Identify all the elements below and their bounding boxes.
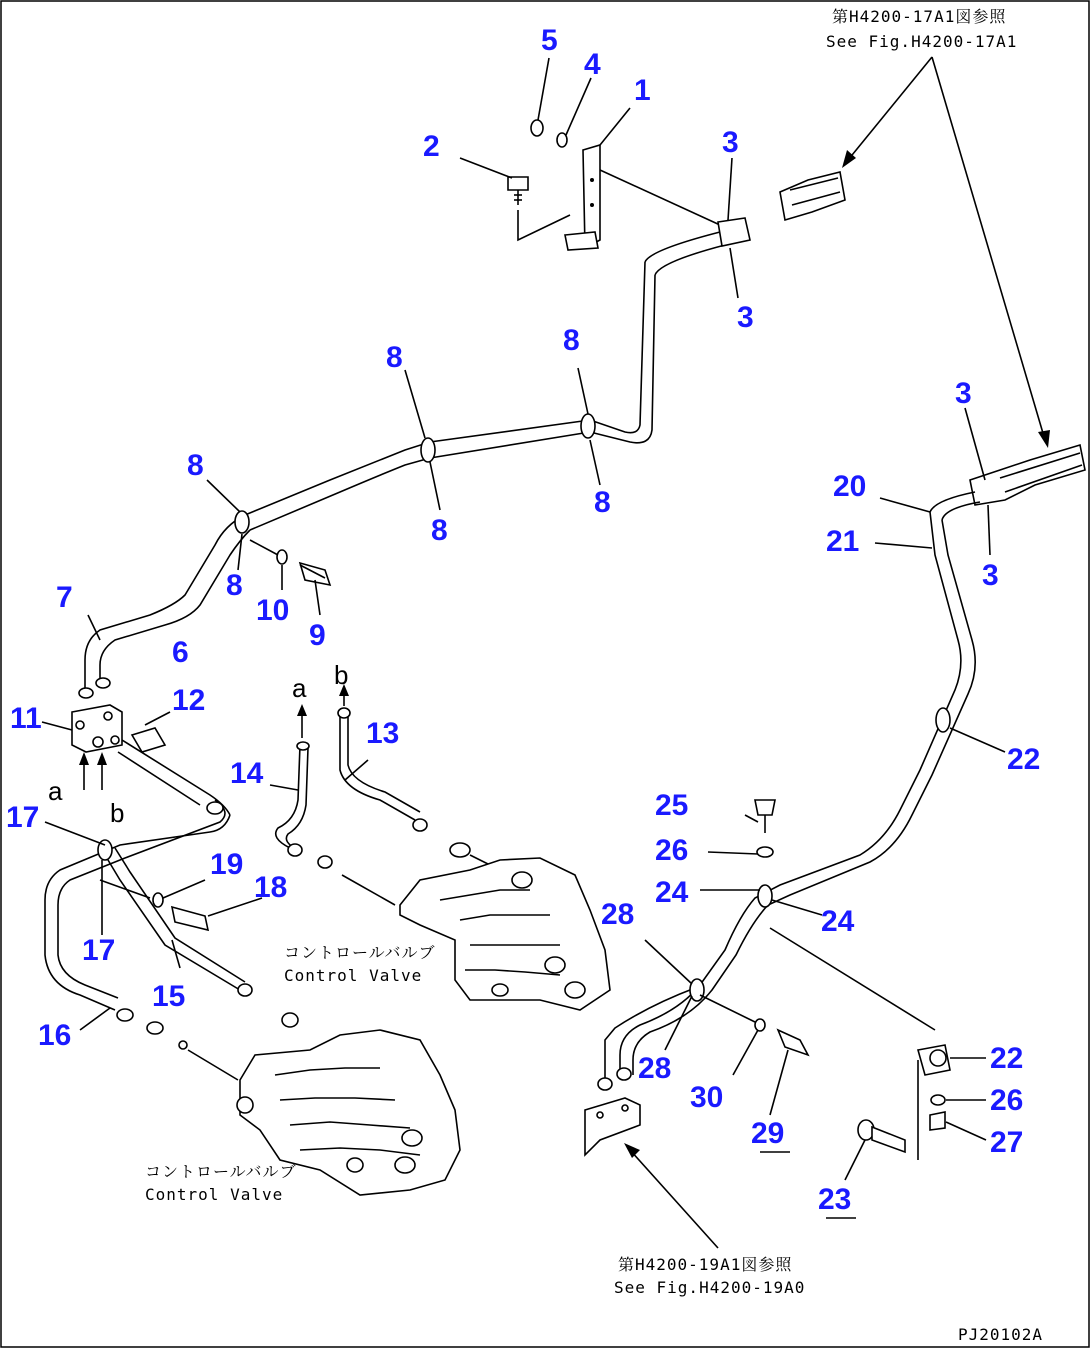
bracket-assembly xyxy=(508,120,720,250)
callout-12: 12 xyxy=(172,684,206,717)
callout-7: 7 xyxy=(56,581,73,614)
callout-24-right: 24 xyxy=(821,905,855,938)
callout-30: 30 xyxy=(690,1081,724,1114)
callout-18: 18 xyxy=(254,871,288,904)
callout-22-lower: 22 xyxy=(990,1042,1024,1075)
callout-3-right-top: 3 xyxy=(955,377,972,410)
callout-4: 4 xyxy=(584,48,601,81)
callout-23: 23 xyxy=(818,1183,852,1216)
ref-bottom-jp: 第H4200-19A1図参照 xyxy=(618,1255,793,1274)
callout-leaders xyxy=(42,58,1005,1180)
callout-22-upper: 22 xyxy=(1007,743,1041,776)
port-letter-b-upper: b xyxy=(334,660,349,690)
ref-top-right-en: See Fig.H4200-17A1 xyxy=(826,32,1018,51)
callout-8-c: 8 xyxy=(386,341,403,374)
callout-9: 9 xyxy=(309,619,326,652)
callout-28-upper: 28 xyxy=(601,898,635,931)
ref-top-right-jp: 第H4200-17A1図参照 xyxy=(832,7,1007,26)
callout-8-a: 8 xyxy=(563,324,580,357)
callout-26-upper: 26 xyxy=(655,834,689,867)
callout-20: 20 xyxy=(833,470,867,503)
callout-11: 11 xyxy=(10,702,42,735)
callout-19: 19 xyxy=(210,848,244,881)
callout-14: 14 xyxy=(230,757,264,790)
callout-21: 21 xyxy=(826,525,860,558)
callout-13: 13 xyxy=(366,717,400,750)
callout-16: 16 xyxy=(38,1019,72,1052)
callout-8-b: 8 xyxy=(594,486,611,519)
ref-bottom-en: See Fig.H4200-19A0 xyxy=(614,1278,806,1297)
callout-15: 15 xyxy=(152,980,186,1013)
port-letter-b-lower: b xyxy=(110,798,125,828)
callout-27: 27 xyxy=(990,1126,1024,1159)
callout-8-f: 8 xyxy=(226,569,243,602)
valve-upper-label-jp: コントロールバルブ xyxy=(284,943,436,962)
port-letter-a-lower: a xyxy=(48,776,63,806)
callout-8-e: 8 xyxy=(187,449,204,482)
callout-24-left: 24 xyxy=(655,876,689,909)
port-letter-a-upper: a xyxy=(292,673,307,703)
callout-6: 6 xyxy=(172,636,189,669)
callout-1: 1 xyxy=(634,74,651,107)
diagram-border xyxy=(1,1,1089,1347)
control-valve-upper xyxy=(400,858,610,1010)
valve-upper-label-en: Control Valve xyxy=(284,966,423,985)
callout-25: 25 xyxy=(655,789,689,822)
callout-26-lower: 26 xyxy=(990,1084,1024,1117)
callout-3-right-below: 3 xyxy=(982,559,999,592)
callout-17-a: 17 xyxy=(6,801,40,834)
callout-2: 2 xyxy=(423,130,440,163)
valve-lower-label-jp: コントロールバルブ xyxy=(145,1162,297,1181)
callout-3-top: 3 xyxy=(722,126,739,159)
drawing-code: PJ20102A xyxy=(958,1325,1044,1344)
callout-3-below: 3 xyxy=(737,301,754,334)
valve-lower-label-en: Control Valve xyxy=(145,1185,284,1204)
callout-29: 29 xyxy=(751,1117,785,1150)
callout-17-b: 17 xyxy=(82,934,116,967)
callout-10: 10 xyxy=(256,594,290,627)
callout-5: 5 xyxy=(541,24,558,57)
callout-8-d: 8 xyxy=(431,514,448,547)
callout-28-lower: 28 xyxy=(638,1052,672,1085)
